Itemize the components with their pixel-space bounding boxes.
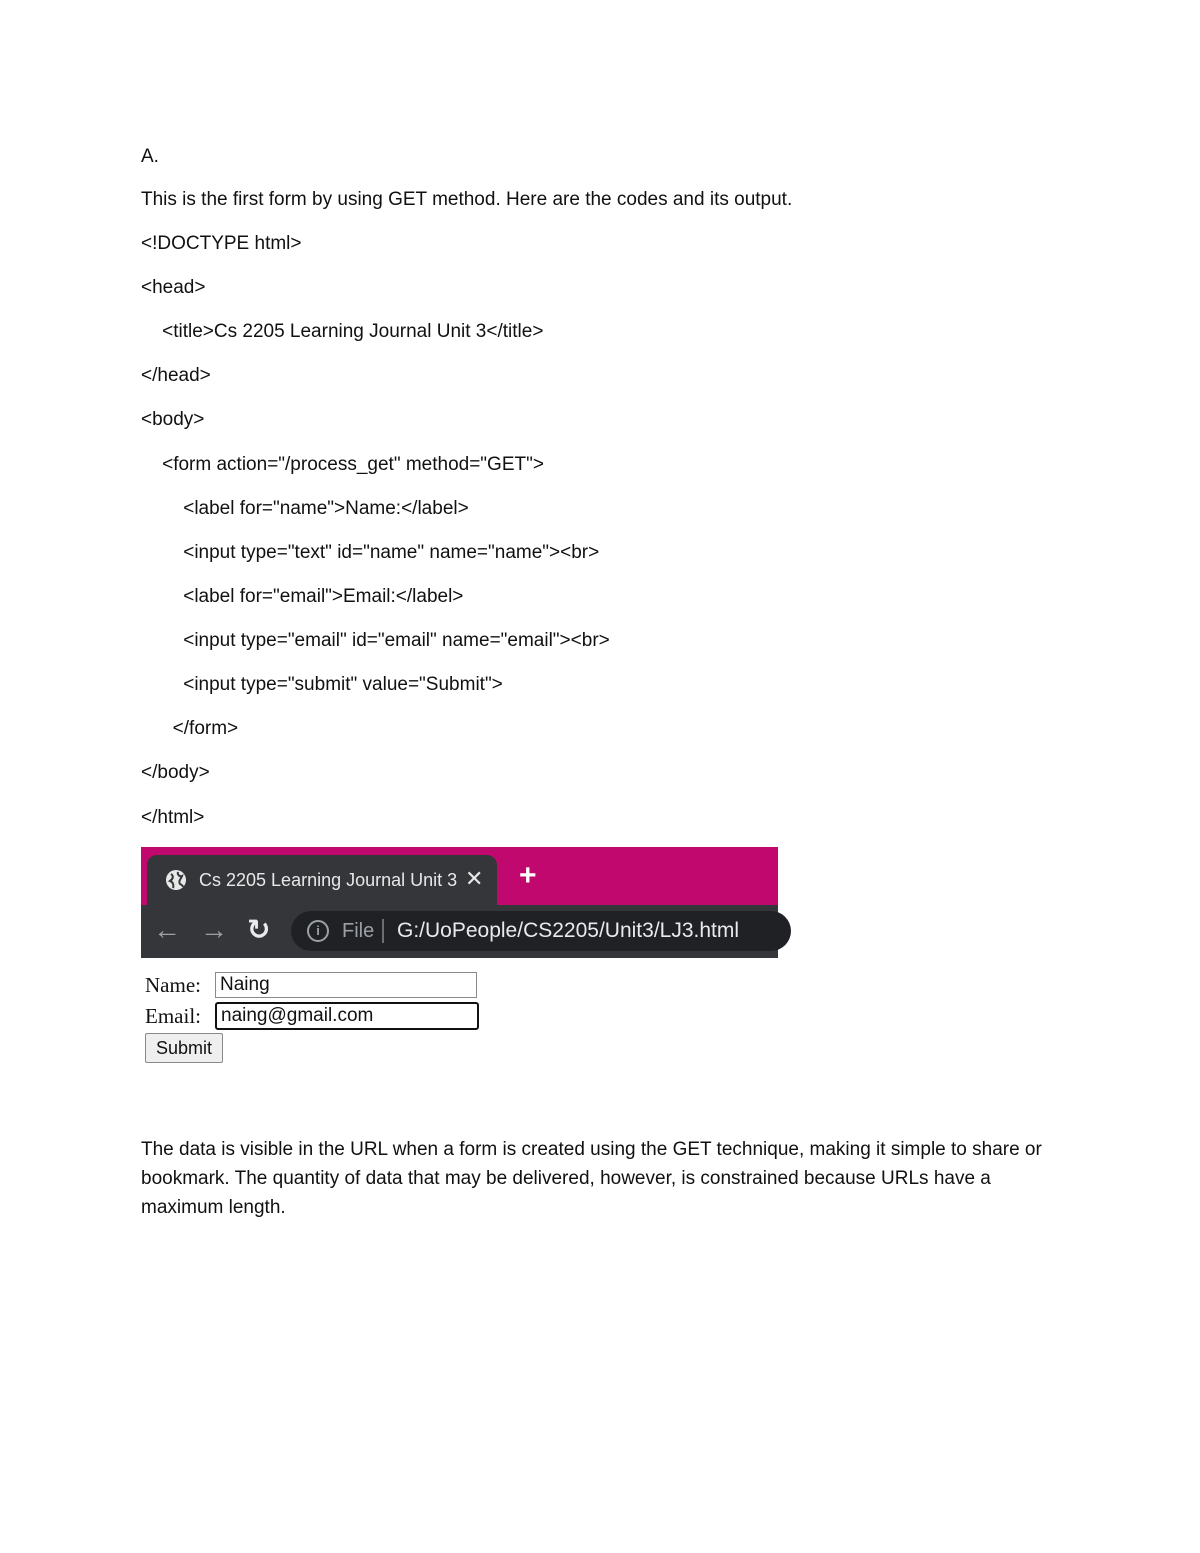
reload-icon[interactable]: ↻: [247, 914, 271, 945]
name-field[interactable]: Naing: [215, 972, 477, 998]
back-arrow-icon[interactable]: ←: [153, 914, 181, 945]
submit-button[interactable]: Submit: [145, 1033, 223, 1063]
rendered-form: [141, 968, 541, 1068]
code-line: <head>: [141, 277, 206, 298]
conclusion-text: The data is visible in the URL when a form is created using the GET technique, making it simple to share or bookmark. The quantity of data that may be delivered, however, is constrained because URLs have a maximum length.: [141, 1139, 1042, 1218]
file-label: File: [342, 920, 375, 942]
address-separator: [382, 919, 384, 943]
tab-bar: [141, 847, 778, 905]
code-line: <input type="text" id="name" name="name"><br>: [141, 542, 600, 563]
code-line: <title>Cs 2205 Learning Journal Unit 3</title>: [141, 321, 544, 342]
code-line: </head>: [141, 365, 211, 386]
name-label: Name:: [145, 973, 201, 997]
code-line: </body>: [141, 762, 210, 783]
url-text: G:/UoPeople/CS2205/Unit3/LJ3.html: [397, 919, 740, 942]
code-line: <label for="name">Name:</label>: [141, 498, 469, 519]
forward-arrow-icon[interactable]: →: [200, 914, 228, 945]
globe-icon: [165, 869, 187, 891]
info-icon[interactable]: i: [307, 920, 329, 942]
intro-text: This is the first form by using GET method. Here are the codes and its output.: [141, 189, 793, 210]
code-line: <!DOCTYPE html>: [141, 233, 302, 254]
email-label: Email:: [145, 1004, 201, 1028]
code-line: </form>: [141, 718, 239, 739]
email-field[interactable]: naing@gmail.com: [215, 1002, 479, 1030]
code-line: </html>: [141, 807, 205, 828]
address-bar[interactable]: [291, 911, 791, 951]
code-line: <form action="/process_get" method="GET">: [141, 454, 544, 475]
new-tab-icon[interactable]: +: [519, 859, 537, 892]
code-line: <body>: [141, 409, 205, 430]
browser-screenshot: [141, 847, 778, 958]
close-icon[interactable]: ✕: [465, 866, 484, 891]
browser-tab[interactable]: [147, 855, 497, 905]
section-heading: A.: [141, 146, 159, 167]
browser-toolbar: [141, 905, 778, 958]
tab-title: Cs 2205 Learning Journal Unit 3: [199, 870, 458, 890]
code-line: <input type="email" id="email" name="email"><br>: [141, 630, 610, 651]
code-line: <input type="submit" value="Submit">: [141, 674, 503, 695]
code-line: <label for="email">Email:</label>: [141, 586, 464, 607]
